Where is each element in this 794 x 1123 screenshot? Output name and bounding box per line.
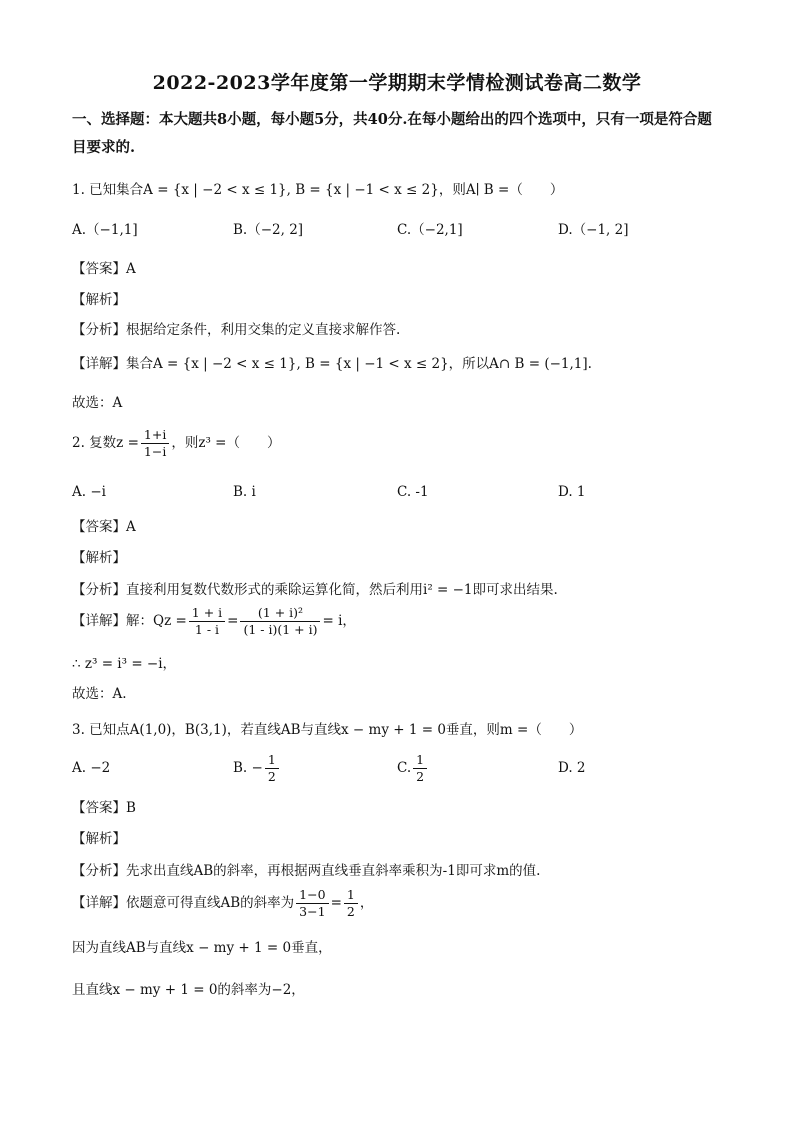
q2-detail-f2-den: (1 - i)(1 + i) xyxy=(243,622,318,637)
q3-answer: 【答案】B xyxy=(72,800,136,816)
q3-option-d: D. 2 xyxy=(558,760,586,776)
q1-conclusion: 故选：A xyxy=(72,395,123,411)
q3-detail-f1-num: 1−0 xyxy=(296,887,328,904)
q3-detail-f2-num: 1 xyxy=(344,887,358,904)
q3-option-b-fraction xyxy=(265,752,279,785)
q3-option-c-fraction xyxy=(413,752,427,785)
q3-line3: 且直线x − my + 1 = 0的斜率为−2， xyxy=(72,982,305,998)
section-heading: 一、选择题：本大题共8小题，每小题5分，共40分.在每小题给出的四个选项中，只有一项是符合题目要求的. xyxy=(72,111,712,156)
q3-option-b-den: 2 xyxy=(267,769,276,784)
q2-option-d: D. 1 xyxy=(558,484,586,500)
q1-analysis-label: 【解析】 xyxy=(72,292,126,308)
q1-option-d: D.（−1, 2] xyxy=(558,222,629,238)
q2-stem-suffix: ，则z³ =（ ） xyxy=(171,435,281,451)
q3-option-b-num: 1 xyxy=(265,752,279,769)
q3-option-b-prefix: B. − xyxy=(233,760,263,776)
q1-answer: 【答案】A xyxy=(72,261,136,277)
q3-detail-fraction-1 xyxy=(296,887,328,920)
q2-detail-f1-den: 1 - i xyxy=(194,622,220,637)
q2-detail-suffix: = i， xyxy=(322,613,356,629)
q3-fenxi: 【分析】先求出直线AB的斜率，再根据两直线垂直斜率乘积为-1即可求m的值. xyxy=(72,863,541,879)
q2-detail-fraction-2 xyxy=(240,605,320,638)
q3-line2: 因为直线AB与直线x − my + 1 = 0垂直， xyxy=(72,940,332,956)
q3-detail-f2-den: 2 xyxy=(346,904,355,919)
q2-fraction xyxy=(141,427,169,460)
q1-option-c: C.（−2,1] xyxy=(397,222,463,238)
q2-answer: 【答案】A xyxy=(72,519,136,535)
q1-option-a: A.（−1,1] xyxy=(72,222,138,238)
q3-detail-eq: = xyxy=(330,895,342,911)
q3-detail xyxy=(72,884,373,922)
q2-option-b: B. i xyxy=(233,484,256,500)
q1-option-b: B.（−2, 2] xyxy=(233,222,304,238)
q2-step: ∴ z³ = i³ = −i， xyxy=(72,656,177,672)
q3-option-c-den: 2 xyxy=(416,769,425,784)
q2-stem-prefix: 2. 复数z = xyxy=(72,435,139,451)
q1-stem: 1. 已知集合A = {x | −2 < x ≤ 1}, B = {x | −1 < x ≤ 2}，则A∣ B =（ ） xyxy=(72,182,564,198)
q3-option-c-prefix: C. xyxy=(397,760,412,776)
q2-options xyxy=(72,484,722,504)
q3-detail-prefix: 【详解】依题意可得直线AB的斜率为 xyxy=(72,895,295,911)
q2-detail-f1-num: 1 + i xyxy=(189,605,225,622)
q3-option-b xyxy=(233,748,281,788)
q2-fenxi: 【分析】直接利用复数代数形式的乘除运算化简，然后利用i² = −1即可求出结果. xyxy=(72,582,558,598)
q3-detail-f1-den: 3−1 xyxy=(299,904,326,919)
q2-detail-fraction-1 xyxy=(189,605,225,638)
page-title: 2022-2023学年度第一学期期末学情检测试卷高二数学 xyxy=(152,72,642,94)
q2-option-c: C. -1 xyxy=(397,484,429,500)
q2-detail-f2-num: (1 + i)² xyxy=(240,605,320,622)
q2-frac-numerator: 1+i xyxy=(141,427,169,444)
q1-fenxi: 【分析】根据给定条件，利用交集的定义直接求解作答. xyxy=(72,322,401,338)
q3-option-c xyxy=(397,748,429,788)
q1-options xyxy=(72,218,722,238)
q2-conclusion: 故选：A. xyxy=(72,686,127,702)
q2-option-a: A. −i xyxy=(72,484,106,500)
q1-detail: 【详解】集合A = {x | −2 < x ≤ 1}, B = {x | −1 < x ≤ 2}，所以A∩ B = (−1,1]. xyxy=(72,356,592,372)
q2-frac-denominator: 1−i xyxy=(143,444,167,459)
q3-detail-fraction-2 xyxy=(344,887,358,920)
q3-stem: 3. 已知点A(1,0)，B(3,1)，若直线AB与直线x − my + 1 = 0垂直，则m =（ ） xyxy=(72,722,583,738)
q3-analysis-label: 【解析】 xyxy=(72,831,126,847)
q3-options xyxy=(72,748,722,788)
q3-option-c-num: 1 xyxy=(413,752,427,769)
q2-detail xyxy=(72,604,356,638)
q3-option-a: A. −2 xyxy=(72,760,111,776)
q2-analysis-label: 【解析】 xyxy=(72,550,126,566)
q2-detail-eq: = xyxy=(227,613,239,629)
q2-stem xyxy=(72,426,280,460)
q2-detail-prefix: 【详解】解：Qz = xyxy=(72,613,187,629)
q3-detail-suffix: ， xyxy=(359,895,374,911)
